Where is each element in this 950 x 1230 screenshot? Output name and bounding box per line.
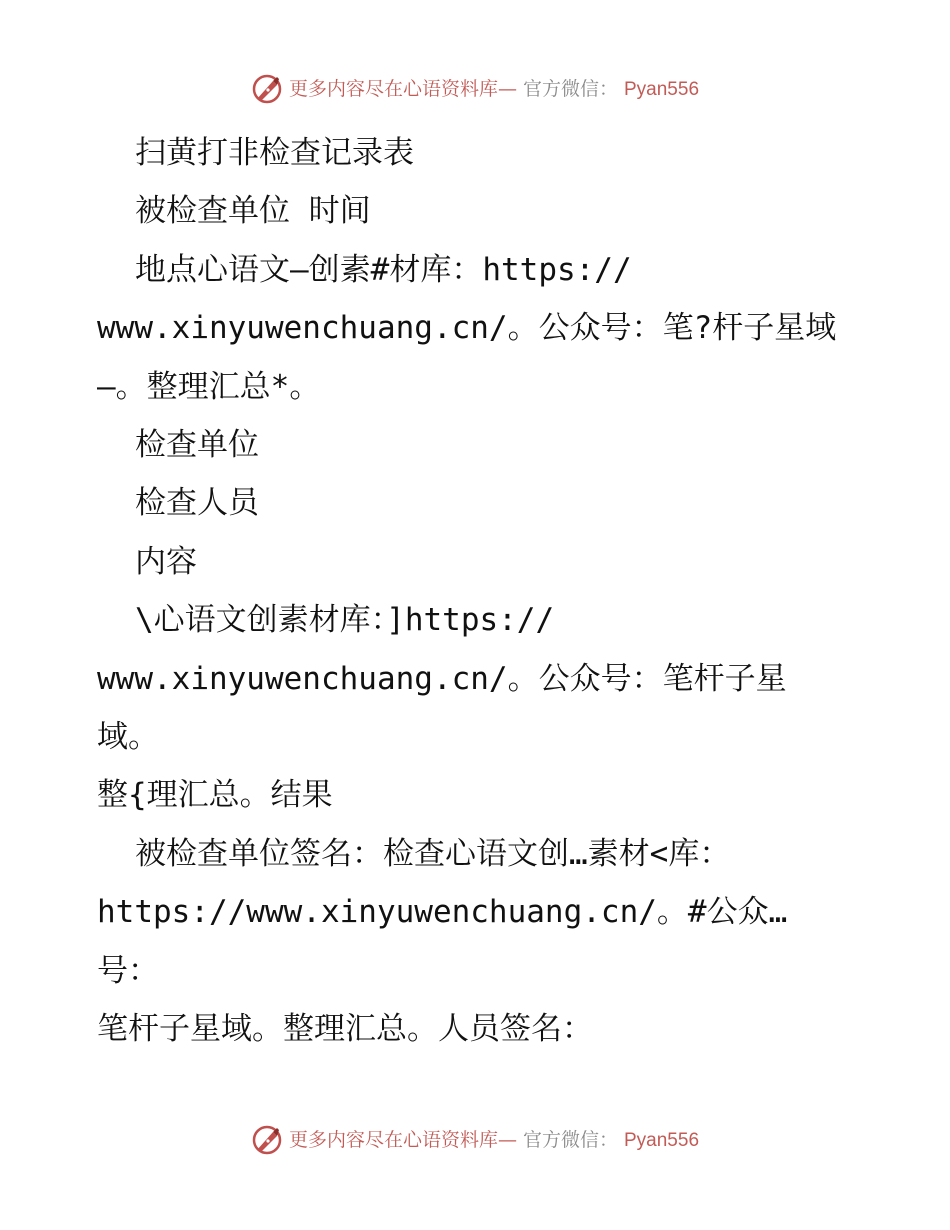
content-line: 内容 [135, 543, 197, 580]
content-source-line-cont-1: www.xinyuwenchuang.cn/。公众号：笔杆子星域。 [97, 660, 787, 756]
banner-wechat-label: 官方微信： [522, 77, 618, 100]
inspecting-unit-line: 检查单位 [135, 427, 259, 464]
inspected-unit-time-line: 被检查单位 时间 [135, 193, 371, 230]
location-line-cont-2: —。整理汇总*。 [97, 368, 321, 405]
location-line-cont-1: www.xinyuwenchuang.cn/。公众号：笔?杆子星域 [97, 310, 837, 347]
pen-nib-circle-icon [251, 1124, 283, 1156]
banner-wechat-label: 官方微信： [522, 1128, 618, 1151]
document-title: 扫黄打非检查记录表 [135, 135, 414, 171]
result-line: 整{理汇总。结果 [97, 777, 333, 814]
banner-wechat-id: Pyan556 [624, 1129, 700, 1151]
banner-text: 更多内容尽在心语资料库— [288, 77, 517, 100]
pen-nib-circle-icon [251, 73, 283, 105]
inspectors-line: 检查人员 [135, 485, 259, 522]
banner-wechat-id: Pyan556 [624, 78, 700, 100]
signature-line-cont-1: https://www.xinyuwenchuang.cn/。#公众…号： [97, 894, 788, 989]
header-banner [0, 73, 950, 105]
content-source-line: \心语文创素材库：]https:// [135, 602, 555, 639]
signature-line-cont-2: 笔杆子星域。整理汇总。人员签名： [97, 1011, 593, 1048]
document-body [97, 124, 842, 1059]
signature-line: 被检查单位签名：检查心语文创…素材<库： [135, 835, 731, 872]
banner-text: 更多内容尽在心语资料库— [288, 1128, 517, 1151]
location-line: 地点心语文—创素#材库：https:// [135, 251, 632, 288]
footer-banner [0, 1124, 950, 1156]
